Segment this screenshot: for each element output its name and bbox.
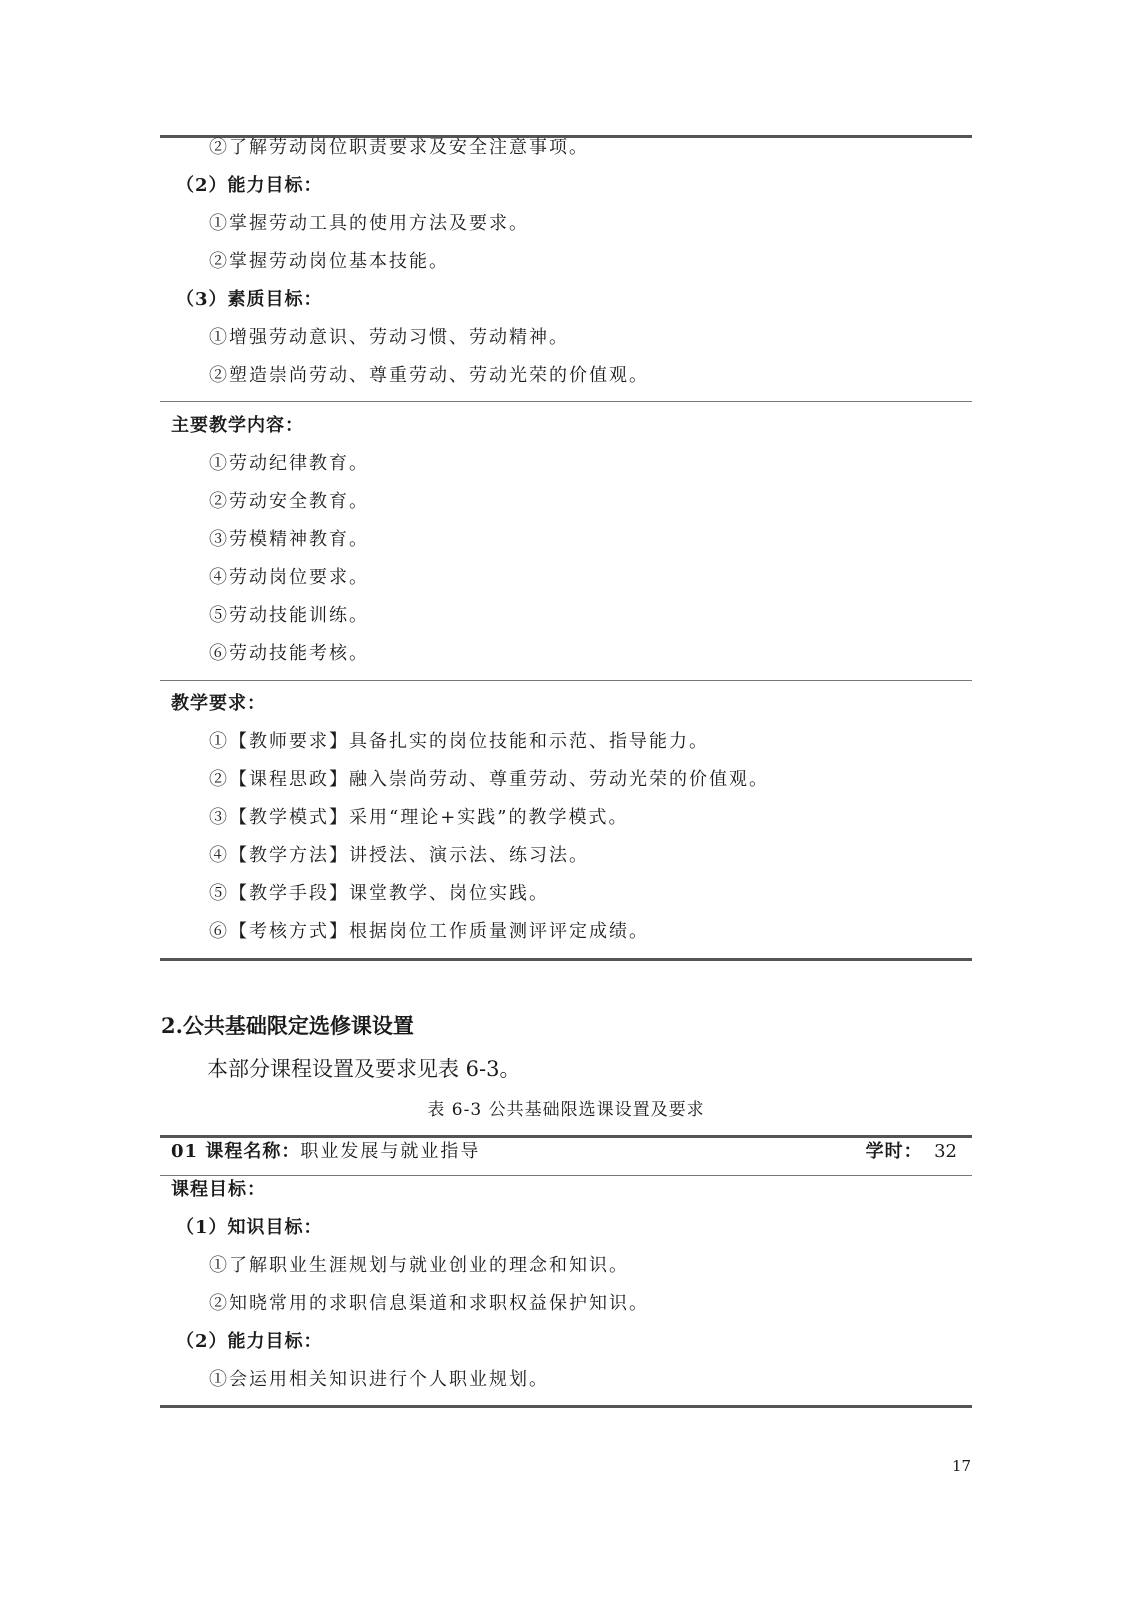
course-row <box>171 1140 480 1164</box>
quality-item: ①增强劳动意识、劳动习惯、劳动精神。 <box>209 327 569 348</box>
content-heading: 主要教学内容： <box>171 415 304 436</box>
ability-item: ①会运用相关知识进行个人职业规划。 <box>209 1369 549 1390</box>
requirement-item: ⑥【考核方式】根据岗位工作质量测评评定成绩。 <box>209 921 649 942</box>
content-item: ⑤劳动技能训练。 <box>209 605 369 626</box>
knowledge-item: ②了解劳动岗位职责要求及安全注意事项。 <box>209 137 589 158</box>
table-bottom-rule <box>160 958 972 961</box>
requirement-item: ①【教师要求】具备扎实的岗位技能和示范、指导能力。 <box>209 731 709 752</box>
section-paragraph: 本部分课程设置及要求见表 6-3。 <box>207 1057 521 1081</box>
knowledge-item: ②知晓常用的求职信息渠道和求职权益保护知识。 <box>209 1293 649 1314</box>
section-divider <box>160 1175 972 1176</box>
ability-heading: （2）能力目标： <box>176 1331 323 1352</box>
page-number: 17 <box>952 1457 972 1475</box>
quality-heading: （3）素质目标： <box>176 289 323 310</box>
goal-heading: 课程目标： <box>171 1179 266 1200</box>
section-divider <box>160 401 972 402</box>
requirement-item: ④【教学方法】讲授法、演示法、练习法。 <box>209 845 589 866</box>
hours-label: 学时： <box>865 1141 923 1162</box>
knowledge-item: ①了解职业生涯规划与就业创业的理念和知识。 <box>209 1255 629 1276</box>
table-bottom-rule <box>160 1405 972 1408</box>
requirement-item: ③【教学模式】采用“理论+实践”的教学模式。 <box>209 807 629 828</box>
hours-value: 32 <box>934 1141 957 1162</box>
ability-item: ①掌握劳动工具的使用方法及要求。 <box>209 213 529 234</box>
requirement-item: ⑤【教学手段】课堂教学、岗位实践。 <box>209 883 549 904</box>
section-heading: 2.公共基础限定选修课设置 <box>161 1013 414 1038</box>
hours-cell <box>866 1140 957 1164</box>
course-name: 职业发展与就业指导 <box>300 1141 481 1162</box>
table-caption: 表 6-3 公共基础限选课设置及要求 <box>427 1100 705 1120</box>
content-item: ⑥劳动技能考核。 <box>209 643 369 664</box>
quality-item: ②塑造崇尚劳动、尊重劳动、劳动光荣的价值观。 <box>209 365 649 386</box>
content-item: ③劳模精神教育。 <box>209 529 369 550</box>
content-item: ④劳动岗位要求。 <box>209 567 369 588</box>
requirements-heading: 教学要求： <box>171 693 266 714</box>
ability-item: ②掌握劳动岗位基本技能。 <box>209 251 449 272</box>
knowledge-heading: （1）知识目标： <box>176 1217 323 1238</box>
content-item: ①劳动纪律教育。 <box>209 453 369 474</box>
requirement-item: ②【课程思政】融入崇尚劳动、尊重劳动、劳动光荣的价值观。 <box>209 769 769 790</box>
section-divider <box>160 680 972 681</box>
course-name-label: 01 课程名称： <box>171 1141 301 1162</box>
content-item: ②劳动安全教育。 <box>209 491 369 512</box>
ability-heading: （2）能力目标： <box>176 175 323 196</box>
table-top-rule <box>160 1135 972 1138</box>
